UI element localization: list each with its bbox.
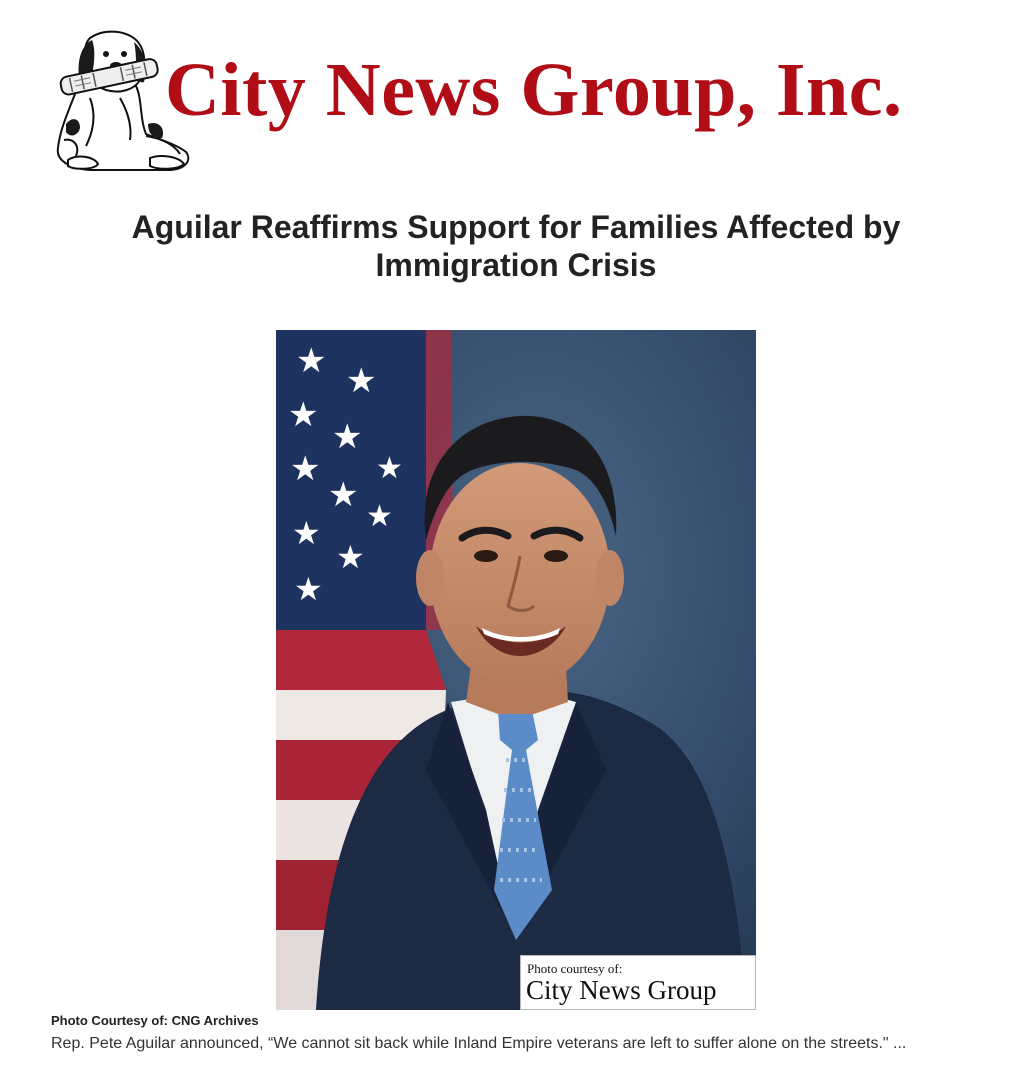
- svg-text:★: ★: [346, 361, 377, 401]
- article-photo[interactable]: [276, 330, 756, 1010]
- svg-text:★: ★: [336, 538, 365, 576]
- svg-text:★: ★: [328, 475, 359, 515]
- article-excerpt[interactable]: Rep. Pete Aguilar announced, “We cannot sit back while Inland Empire veterans are left to suffer alone on the streets." ...: [51, 1035, 907, 1052]
- svg-text:★: ★: [290, 449, 321, 489]
- svg-text:★: ★: [294, 570, 323, 608]
- svg-text:★: ★: [296, 341, 327, 381]
- svg-text:★: ★: [292, 514, 321, 552]
- masthead: [50, 28, 980, 176]
- photo-caption: Photo Courtesy of: CNG Archives: [51, 1013, 259, 1028]
- article-headline[interactable]: Aguilar Reaffirms Support for Families Affected by Immigration Crisis: [131, 209, 901, 283]
- watermark-credit-label: Photo courtesy of:: [527, 961, 623, 976]
- watermark-brand: City News Group: [526, 975, 717, 1005]
- site-logo-text[interactable]: City News Group, Inc.: [165, 48, 903, 132]
- svg-text:★: ★: [366, 499, 393, 534]
- svg-text:★: ★: [288, 395, 319, 435]
- photo-watermark: [520, 955, 756, 1010]
- portrait-illustration: [276, 330, 756, 1010]
- svg-text:★: ★: [376, 451, 403, 486]
- svg-text:★: ★: [332, 417, 363, 457]
